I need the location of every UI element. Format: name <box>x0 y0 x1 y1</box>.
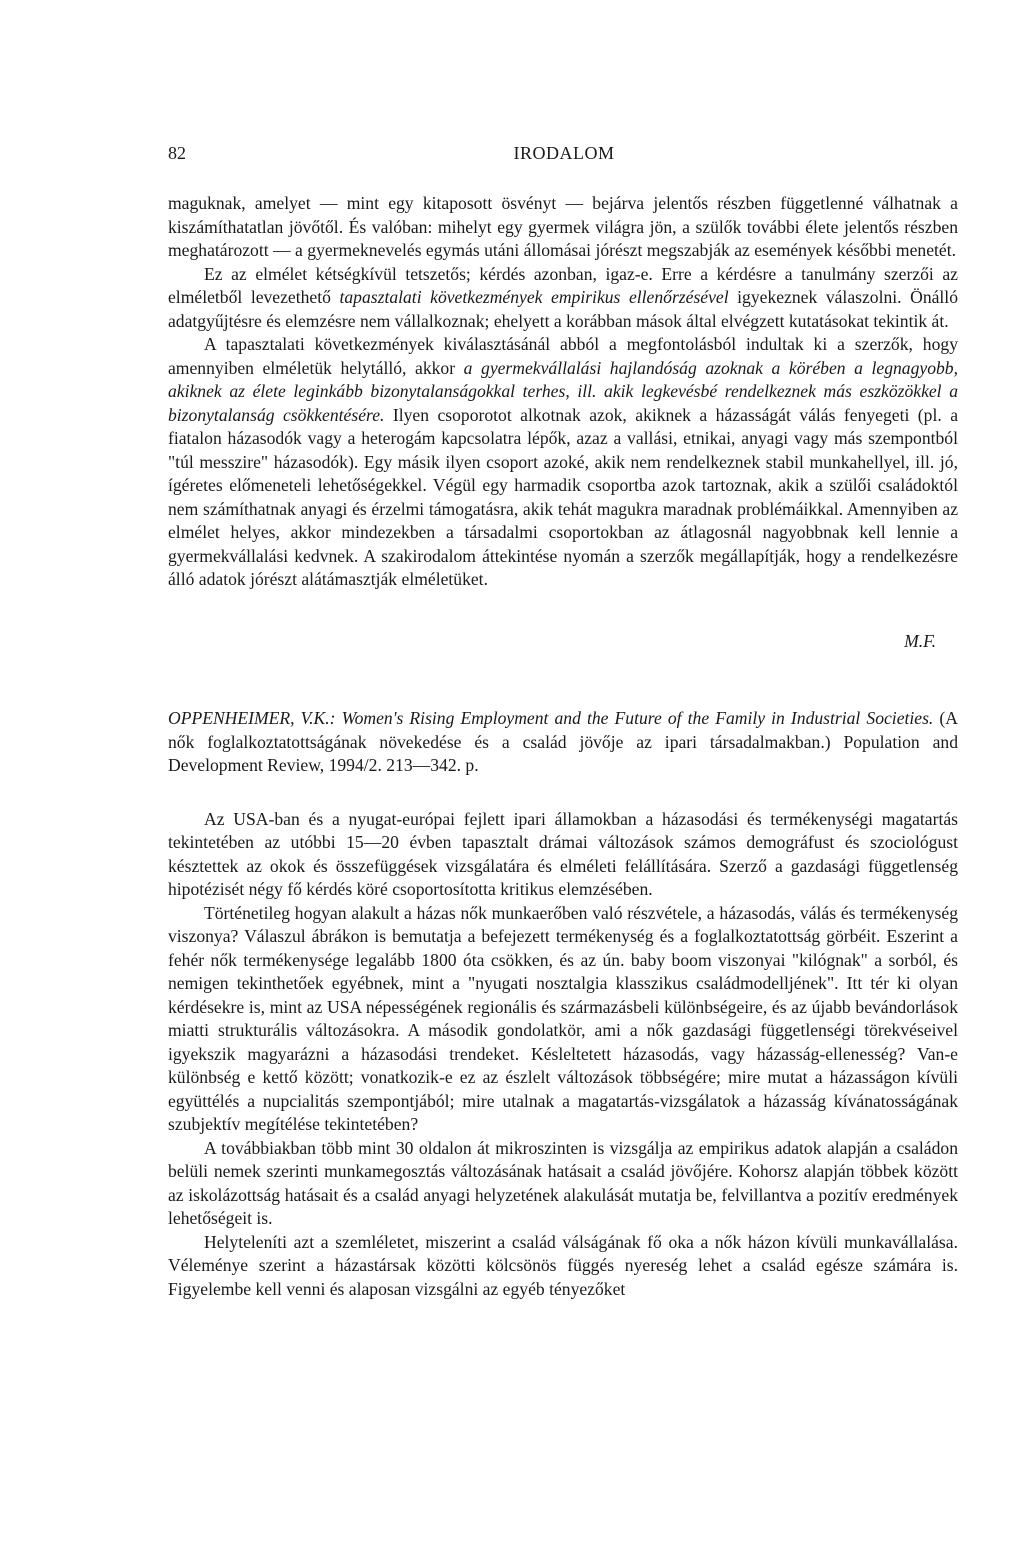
emphasis-text: tapasztalati következmények empirikus ellenőrzésével <box>339 287 729 307</box>
reference-details: (A nők foglalkoztatottságának növekedése és a család jövője az ipari társadalmakban.) Population and Development Review, 1994/2. 213—342. p. <box>168 708 958 775</box>
reference-title: Women's Rising Employment and the Future of the Family in Industrial Societies. <box>335 708 934 728</box>
paragraph-consequences <box>168 333 958 592</box>
review-paragraph: Az USA-ban és a nyugat-európai fejlett ipari államokban a házasodási és termékenységi magatartás tekintetében az utóbbi 15—20 évben tapasztalt drámai változások számos demográfust és szociológust késztettek az okok és összefüggések vizsgálatára és elméleti felállítására. Szerző a gazdasági függetlenség hipotézisét négy fő kérdés köré csoportosította kritikus elemzésében. <box>168 808 958 899</box>
emphasis-text: a gyermekvállalási hajlandóság azoknak a körében a legnagyobb, akiknek az élete leginkább bizonytalanságokkal terhes, ill. akik legkevésbé rendelkeznek más eszközökkel a bizonytalanság csökkentésére. <box>168 357 959 425</box>
paragraph-text: Ez az elmélet kétségkívül tetszetős; kérdés azonban, igaz-e. Erre a kérdésre a tanulmány szerzői az elméletből levezethető <box>168 263 958 307</box>
page-number: 82 <box>168 143 186 163</box>
section-title: IRODALOM <box>513 143 615 163</box>
review-paragraph: A továbbiakban több mint 30 oldalon át mikroszinten is vizsgálja az empirikus adatok alapján a családon belüli nemek szerinti munkamegosztás változásának hatásait a család jövőjére. Kohorsz alapján többek között az iskolázottság hatásait és a család anyagi helyzetének alakulását mutatja be, felvillantva a pozitív eredmények lehetőségeit is. <box>168 1137 958 1228</box>
reviewer-signature: M.F. <box>904 630 936 651</box>
paragraph-text: igyekeznek válaszolni. Önálló adatgyűjtésre és elemzésre nem vállalkoznak; ehelyett a korábban mások által elvégzett kutatásokat tekintik át. <box>168 287 958 331</box>
bibliographic-reference <box>168 707 958 778</box>
paragraph-theory-test <box>168 263 958 334</box>
review-paragraph: Történetileg hogyan alakult a házas nők munkaerőben való részvétele, a házasodás, válás és termékenység viszonya? Válaszul ábrákon is bemutatja a befejezett termékenység és a foglalkoztatottság görbéit. Eszerint a fehér nők termékenysége legalább 1800 óta csökken, és az ún. baby boom viszonyai "kilógnak" a sorból, és nemigen tekinthetőek egyébnek, mint a "nyugati nosztalgia klasszikus családmodelljének". Itt tér ki olyan kérdésekre is, mint az USA népességének regionális és származásbeli különbségeire, és az újabb bevándorlások miatti strukturális változásokra. A második gondolatkör, ami a nők gazdasági függetlenségi törekvéseivel igyekszik magyarázni a házasodási trendeket. Késleltetett házasodás, vagy házasság-ellenesség? Van-e különbség e kettő között; vonatkozik-e ez az észlelt változások többségére; mire mutat a házasságon kívüli együttélés a nupcialitás szempontjából; mire utalnak a magatartás-vizsgálatok a házasság kívánatosságának szubjektív megítélése tekintetében? <box>168 902 958 1134</box>
page-header <box>168 143 960 167</box>
paragraph-text: A tapasztalati következmények kiválasztásánál abból a megfontolásból indultak ki a szerzők, hogy amennyiben elméletük helytálló, akkor <box>168 334 958 378</box>
review-paragraph: Helyteleníti azt a szemléletet, miszerint a család válságának fő oka a nők házon kívüli munkavállalása. Véleménye szerint a házastársak közötti kölcsönös függés nyereség lehet a család egésze számára is. Figyelembe kell venni és alaposan vizsgálni az egyéb tényezőket <box>168 1231 958 1299</box>
review-text <box>168 808 958 1302</box>
paragraph-text: Ilyen csoporotot alkotnak azok, akiknek a házasságát válás fenyegeti (pl. a fiatalon házasodók vagy a heterogám kapcsolatra lépők, azaz a vallási, etnikai, anyagi vagy más szempontból "túl messzire" házasodók). Egy másik ilyen csoport azoké, akik nem rendelkeznek stabil munkahellyel, ill. jó, ígéretes előmeneteli lehetőségekkel. Végül egy harmadik csoportba azok tartoznak, akik a szülői családoktól nem számíthatnak anyagi és érzelmi támogatásra, akik tehát magukra maradnak problémáikkal. Amennyiben az elmélet helyes, akkor mindezekben a társadalmi csoportokban az átlagosnál nagyobbnak kell lennie a gyermekvállalási kedvnek. A szakirodalom áttekintése nyomán a szerzők megállapítják, hogy a rendelkezésre álló adatok jórészt alátámasztják elméletüket. <box>168 404 958 589</box>
reference-author: OPPENHEIMER, V.K.: <box>168 708 336 728</box>
paragraph-continuation: maguknak, amelyet — mint egy kitaposott ösvényt — bejárva jelentős részben függetlenné válhatnak a kiszámíthatatlan jövőtől. És valóban: mihelyt egy gyermek világra jön, a szülők további élete jelentős részben meghatározott — a gyermeknevelés egymás utáni állomásai jórészt megszabják az események későbbi menetét. <box>168 193 958 260</box>
page-body <box>168 192 958 1301</box>
